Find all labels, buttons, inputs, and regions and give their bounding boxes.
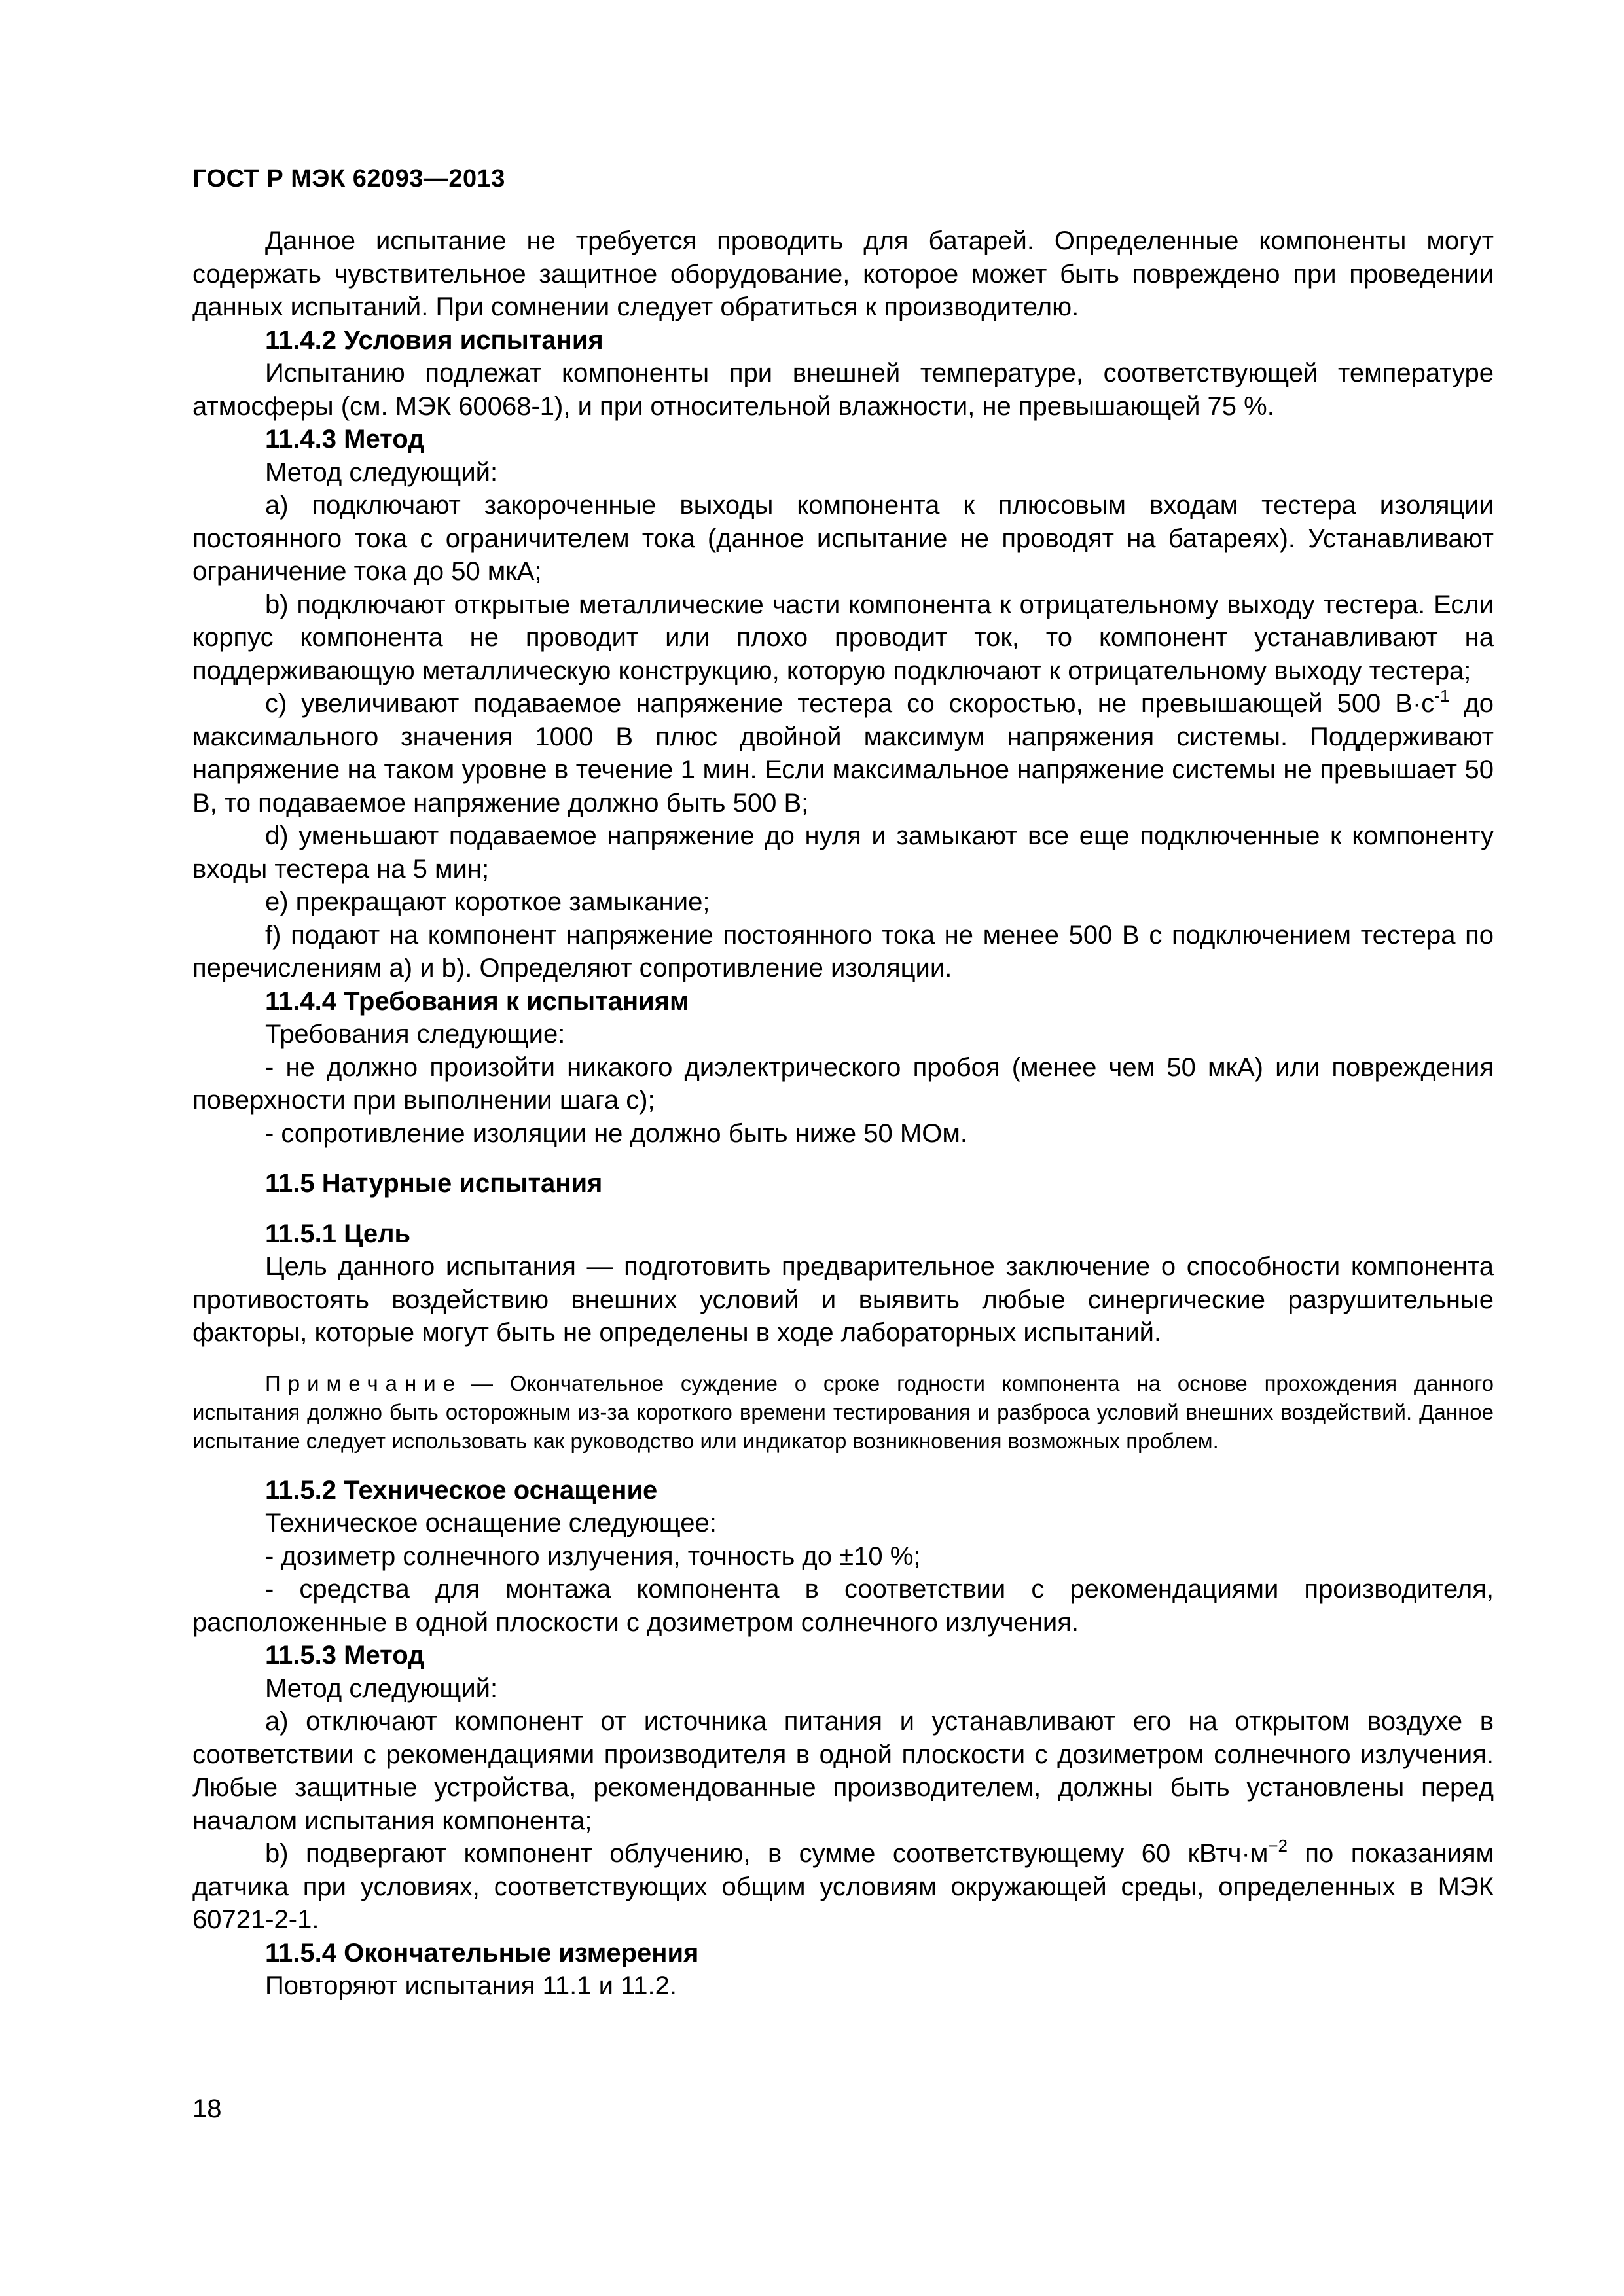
- heading-11-5: 11.5 Натурные испытания: [265, 1169, 603, 1198]
- method-step-a: a) отключают компонент от источника питания и устанавливают его на открытом воздухе в соответствии с рекомендациями производителя в одной плоскости с дозиметром солнечного излучения. Любые защитные устройства, рекомендованные производителем, должны быть установлены перед началом испытания компонента;: [192, 1707, 1494, 1835]
- method-intro: Метод следующий:: [265, 457, 498, 487]
- equipment-intro: Техническое оснащение следующее:: [265, 1509, 717, 1537]
- requirements-intro: Требования следующие:: [265, 1020, 566, 1049]
- requirement-item: - не должно произойти никакого диэлектрического пробоя (менее чем 50 мкА) или повреждения поверхности при выполнении шага c);: [192, 1052, 1494, 1115]
- method-step-c: [192, 687, 1494, 819]
- note-block: [192, 1369, 1494, 1456]
- paragraph-11-5-1: Цель данного испытания — подготовить предварительное заключение о способности компонента противостоять воздействию внешних условий и выявить любые синергические разрушительные факторы, которые могут быть не определены в ходе лабораторных испытаний.: [192, 1252, 1494, 1347]
- method-step-d: d) уменьшают подаваемое напряжение до нуля и замыкают все еще подключенные к компоненту входы тестера на 5 мин;: [192, 821, 1494, 884]
- method-step-b-part1: b) подвергают компонент облучению, в сумме соответствующему 60 кВтч·м: [265, 1839, 1269, 1868]
- document-header: ГОСТ Р МЭК 62093—2013: [192, 165, 505, 192]
- method-step-c-part1: c) увеличивают подаваемое напряжение тестера со скоростью, не превышающей 500 В·с: [265, 689, 1435, 718]
- heading-11-4-3: 11.4.3 Метод: [265, 425, 425, 454]
- heading-11-5-4: 11.5.4 Окончательные измерения: [265, 1938, 699, 1967]
- note-text: — Окончательное суждение о сроке годности компонента на основе прохождения данного испытания должно быть осторожным из-за короткого времени тестирования и разброса условий внешних воздействий. Данное испытание следует использовать как руководство или индикатор возникновения возможных проблем.: [192, 1371, 1494, 1453]
- heading-11-5-1: 11.5.1 Цель: [265, 1219, 411, 1248]
- method-step-b: [192, 1837, 1494, 1937]
- heading-11-5-2: 11.5.2 Техническое оснащение: [265, 1475, 658, 1505]
- requirement-item: - сопротивление изоляции не должно быть ниже 50 МОм.: [265, 1119, 967, 1148]
- method-step-b-part2: по показаниям датчика при условиях, соответствующих общим условиям окружающей среды, определенных в МЭК 60721-2-1.: [192, 1839, 1494, 1934]
- method-step-c-exponent: -1: [1434, 686, 1450, 706]
- paragraph-11-5-4: Повторяют испытания 11.1 и 11.2.: [265, 1971, 677, 2000]
- method-step-e: e) прекращают короткое замыкание;: [265, 888, 710, 916]
- paragraph-intro: Данное испытание не требуется проводить для батарей. Определенные компоненты могут содержать чувствительное защитное оборудование, которое может быть повреждено при проведении данных испытаний. При сомнении следует обратиться к производителю.: [192, 226, 1494, 321]
- method-step-c-part2: до максимального значения 1000 В плюс двойной максимум напряжения системы. Поддерживают напряжение на таком уровне в течение 1 мин. Если максимальное напряжение системы не превышает 50 В, то подаваемое напряжение должно быть 500 В;: [192, 689, 1494, 817]
- paragraph-11-4-2: Испытанию подлежат компоненты при внешней температуре, соответствующей температуре атмосферы (см. МЭК 60068-1), и при относительной влажности, не превышающей 75 %.: [192, 359, 1494, 421]
- equipment-item: - дозиметр солнечного излучения, точность до ±10 %;: [265, 1541, 921, 1571]
- heading-11-4-2: 11.4.2 Условия испытания: [265, 325, 604, 355]
- method-intro: Метод следующий:: [265, 1674, 498, 1703]
- method-step-f: f) подают на компонент напряжение постоянного тока не менее 500 В с подключением тестера по перечислениям a) и b). Определяют сопротивление изоляции.: [192, 920, 1494, 982]
- method-step-b-exponent: −2: [1268, 1836, 1288, 1856]
- heading-11-5-3: 11.5.3 Метод: [265, 1641, 425, 1670]
- document-body: [192, 224, 1494, 2003]
- page-number: 18: [192, 2094, 222, 2123]
- note-label: Примечание: [265, 1371, 463, 1395]
- method-step-a: a) подключают закороченные выходы компонента к плюсовым входам тестера изоляции постоянного тока с ограничителем тока (данное испытание не проводят на батареях). Устанавливают ограничение тока до 50 мкА;: [192, 491, 1494, 586]
- heading-11-4-4: 11.4.4 Требования к испытаниям: [265, 986, 689, 1016]
- equipment-item: - средства для монтажа компонента в соответствии с рекомендациями производителя, расположенные в одной плоскости с дозиметром солнечного излучения.: [192, 1575, 1494, 1637]
- method-step-b: b) подключают открытые металлические части компонента к отрицательному выходу тестера. Если корпус компонента не проводит или плохо проводит ток, то компонент устанавливают на поддерживающую металлическую конструкцию, которую подключают к отрицательному выходу тестера;: [192, 590, 1494, 685]
